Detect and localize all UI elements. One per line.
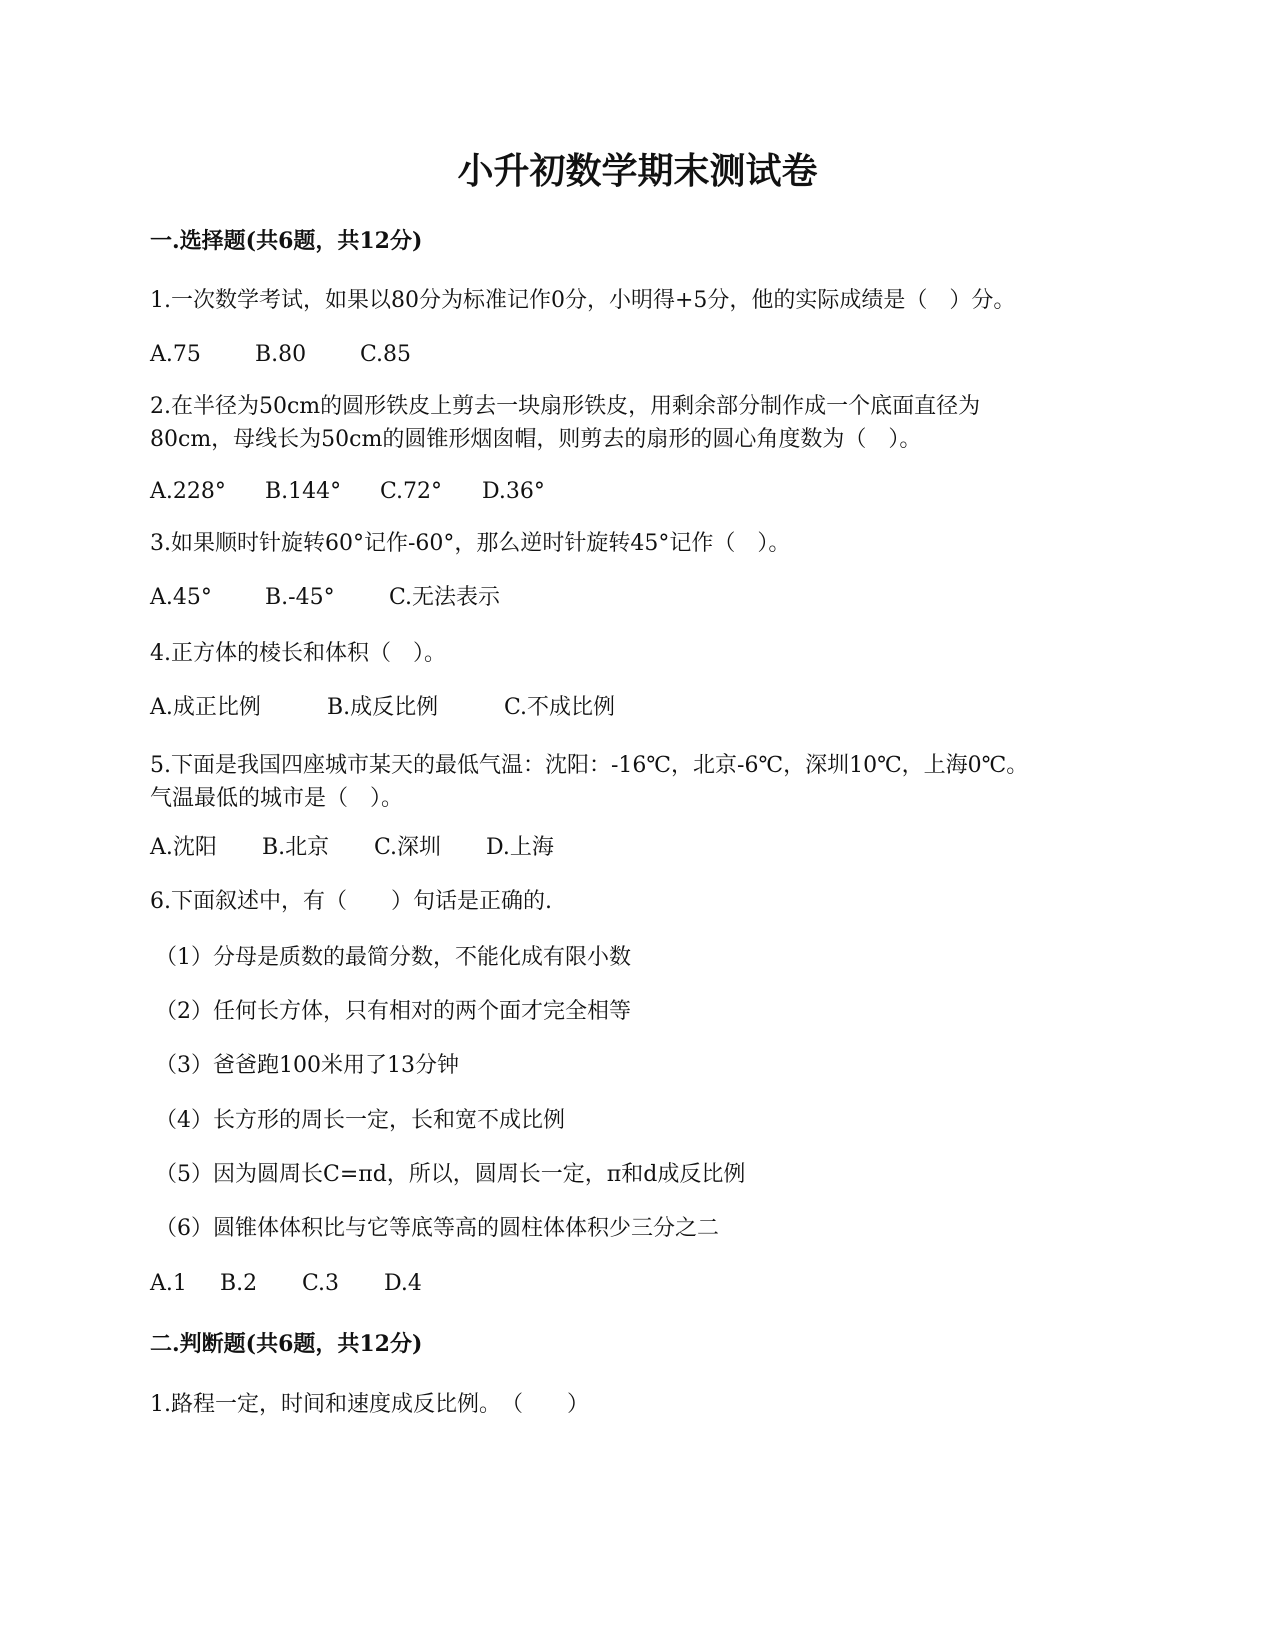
- section-heading-judgement: 二.判断题(共6题，共12分): [150, 1331, 423, 1357]
- question-6-options: [150, 1270, 422, 1299]
- option-a: A.45°: [150, 585, 212, 610]
- page-title: 小升初数学期末测试卷: [457, 150, 818, 192]
- option-a: A.75: [150, 342, 201, 367]
- question-3-options: [150, 584, 500, 613]
- statement-3: （3）爸爸跑100米用了13分钟: [155, 1053, 459, 1078]
- statement-4: （4）长方形的周长一定，长和宽不成比例: [155, 1108, 565, 1133]
- question-3-text: 3.如果顺时针旋转60°记作-60°，那么逆时针旋转45°记作（ ）。: [150, 531, 791, 556]
- option-b: B.-45°: [265, 585, 335, 610]
- judgement-1-text: 1.路程一定，时间和速度成反比例。 （ ）: [150, 1392, 589, 1417]
- option-d: D.36°: [482, 479, 545, 504]
- question-6-text: 6.下面叙述中，有（ ）句话是正确的.: [150, 889, 552, 914]
- question-2-options: [150, 478, 545, 507]
- option-b: B.2: [220, 1271, 258, 1296]
- question-5-text: [150, 749, 1150, 815]
- section-heading-choice: 一.选择题(共6题，共12分): [150, 228, 423, 254]
- question-1-options: [150, 341, 411, 370]
- question-4-options: [150, 694, 615, 723]
- statement-5: （5）因为圆周长C=πd，所以，圆周长一定，π和d成反比例: [155, 1162, 746, 1187]
- statement-2: （2）任何长方体，只有相对的两个面才完全相等: [155, 999, 631, 1024]
- statement-1: （1）分母是质数的最简分数，不能化成有限小数: [155, 945, 631, 970]
- option-a: A.成正比例: [150, 695, 261, 720]
- option-c: C.不成比例: [504, 695, 616, 720]
- statement-6: （6）圆锥体体积比与它等底等高的圆柱体体积少三分之二: [155, 1216, 719, 1241]
- question-4-text: 4.正方体的棱长和体积（ ）。: [150, 641, 446, 666]
- option-c: C.85: [360, 342, 412, 367]
- question-1-text: 1.一次数学考试，如果以80分为标准记作0分，小明得+5分，他的实际成绩是（ ）分。: [150, 288, 1016, 313]
- option-a: A.1: [150, 1271, 187, 1296]
- option-b: B.北京: [262, 835, 330, 860]
- option-c: C.深圳: [374, 835, 442, 860]
- option-b: B.144°: [265, 479, 342, 504]
- question-5-line-1: 5.下面是我国四座城市某天的最低气温：沈阳：-16℃，北京-6℃，深圳10℃，上海0℃。: [150, 753, 1029, 778]
- option-c: C.72°: [380, 479, 443, 504]
- option-b: B.80: [255, 342, 307, 367]
- question-2-text: [150, 390, 1150, 456]
- option-d: D.4: [384, 1271, 422, 1296]
- option-b: B.成反比例: [327, 695, 439, 720]
- question-2-line-1: 2.在半径为50cm的圆形铁皮上剪去一块扇形铁皮，用剩余部分制作成一个底面直径为: [150, 394, 981, 419]
- question-5-options: [150, 834, 554, 863]
- option-d: D.上海: [486, 835, 554, 860]
- option-a: A.228°: [150, 479, 226, 504]
- option-a: A.沈阳: [150, 835, 217, 860]
- option-c: C.无法表示: [389, 585, 501, 610]
- option-c: C.3: [302, 1271, 340, 1296]
- question-2-line-2: 80cm，母线长为50cm的圆锥形烟囱帽，则剪去的扇形的圆心角度数为（ ）。: [150, 427, 922, 452]
- question-5-line-2: 气温最低的城市是（ ）。: [150, 786, 404, 811]
